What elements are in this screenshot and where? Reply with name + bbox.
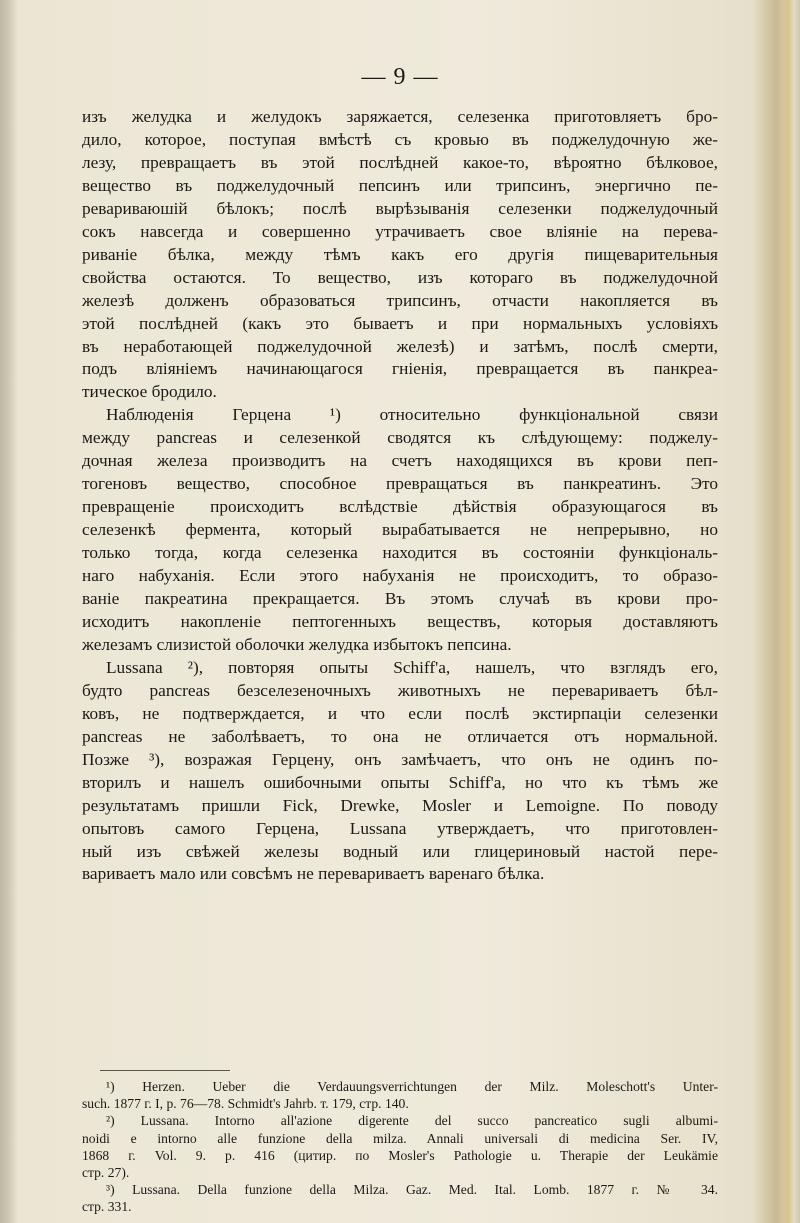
body-line: pancreas не заболѣваетъ, то она не отличается отъ нормальной. [82,726,718,746]
body-line: этой послѣдней (какъ это бываетъ и при нормальныхъ условіяхъ [82,313,718,333]
body-line: вещество въ поджелудочный пепсинъ или трипсинъ, энергично пе- [82,175,718,195]
page-number: — 9 — [361,64,439,90]
footnote-line: noidi e intorno alle funzione della milza. Annali universali di medicina Ser. IV, [82,1130,718,1146]
body-line: свойства остаются. То вещество, изъ котораго въ поджелудочной [82,267,718,287]
body-line: тогеновъ вещество, способное превращаться въ панкреатинъ. Это [82,474,718,494]
footnote-line: such. 1877 г. I, р. 76—78. Schmidt's Jahrb. т. 179, стр. 140. [82,1096,409,1112]
body-line: только тогда, когда селезенка находится въ состояніи функціональ- [82,543,718,563]
body-line: будто pancreas безселезеночныхъ животныхъ не перевариваетъ бѣл- [82,680,718,700]
body-line: ваніе пакреатина прекращается. Въ этомъ случаѣ въ крови про- [82,589,718,609]
body-line: железѣ долженъ образоваться трипсинъ, отчасти накопляется въ [82,290,718,310]
body-line: лезу, превращаетъ въ этой послѣдней какое-то, вѣроятно бѣлковое, [82,152,718,172]
body-line: риваніе бѣлка, между тѣмъ какъ его другія пищеварительныя [82,244,718,264]
body-line: селезенкѣ фермента, который вырабатывается не непрерывно, но [82,520,718,540]
body-line: Lussana ²), повторяя опыты Schiff'а, нашелъ, что взглядъ его, [106,657,718,677]
body-line: дочная железа производитъ на счетъ находящихся въ крови пеп- [82,451,718,471]
body-line: исходитъ накопленіе пептогенныхъ веществъ, которыя доставляютъ [82,611,718,631]
body-line: опытовъ самого Герцена, Lussana утверждаетъ, что приготовлен- [82,818,718,838]
body-line: вариваетъ мало или совсѣмъ не перевариваетъ варенаго бѣлка. [82,864,545,884]
footnotes [82,1078,718,1216]
body-line: вторилъ и нашелъ ошибочными опыты Schiff'а, но что къ тѣмъ же [82,772,718,792]
body-line: превращеніе происходитъ вслѣдствіе дѣйствія образующагося въ [82,497,718,517]
body-line: дило, которое, поступая вмѣстѣ съ кровью въ поджелудочную же- [82,129,718,149]
body-line: между pancreas и селезенкой сводятся къ слѣдующему: поджелу- [82,428,718,448]
body-line: ный изъ свѣжей железы водный или глицериновый настой пере- [82,841,718,861]
body-text [82,106,718,886]
body-line: изъ желудка и желудокъ заряжается, селезенка приготовляетъ бро- [82,107,718,126]
body-line: ковъ, не подтверждается, и что если послѣ экстирпаціи селезенки [82,703,718,723]
body-line: железамъ слизистой оболочки желудка избытокъ пепсина. [82,634,512,654]
footnote-line: ²) Lussana. Intorno all'azione digerente del succo pancreatico sugli albumi- [106,1113,718,1129]
footnote-line: стр. 27). [82,1165,130,1181]
body-line: подъ вліяніемъ начинающагося гніенія, превращается въ панкреа- [82,359,718,379]
body-line: Наблюденія Герцена ¹) относительно функціональной связи [106,405,718,425]
footnote-line: ¹) Herzen. Ueber die Verdauungsverrichtungen der Milz. Moleschott's Unter- [106,1079,718,1094]
body-line: сокъ навсегда и совершенно утрачиваетъ свое вліяніе на перева- [82,221,718,241]
body-line: въ неработающей поджелудочной железѣ) и затѣмъ, послѣ смерти, [82,336,718,356]
body-line: тическое бродило. [82,382,217,402]
footnote-line: ³) Lussana. Della funzione della Milza. Gaz. Med. Ital. Lomb. 1877 г. № 34. [106,1182,718,1198]
page-gutter-shadow [0,0,18,1223]
page-edge [780,0,800,1223]
footnote-line: 1868 г. Vol. 9. р. 416 (цитир. по Mosler's Pathologie u. Therapie der Leukämie [82,1147,718,1163]
body-line: Позже ³), возражая Герцену, онъ замѣчаетъ, что онъ не одинъ по- [82,749,718,769]
body-line: результатамъ пришли Fick, Drewke, Mosler и Lemoigne. По поводу [82,795,718,815]
footnote-line: стр. 331. [82,1199,132,1215]
body-line: ревариваюшій бѣлокъ; послѣ вырѣзыванія селезенки поджелудочный [82,198,718,218]
footnote-divider [100,1070,230,1071]
body-line: наго набуханія. Если этого набуханія не происходитъ, то образо- [82,566,718,586]
